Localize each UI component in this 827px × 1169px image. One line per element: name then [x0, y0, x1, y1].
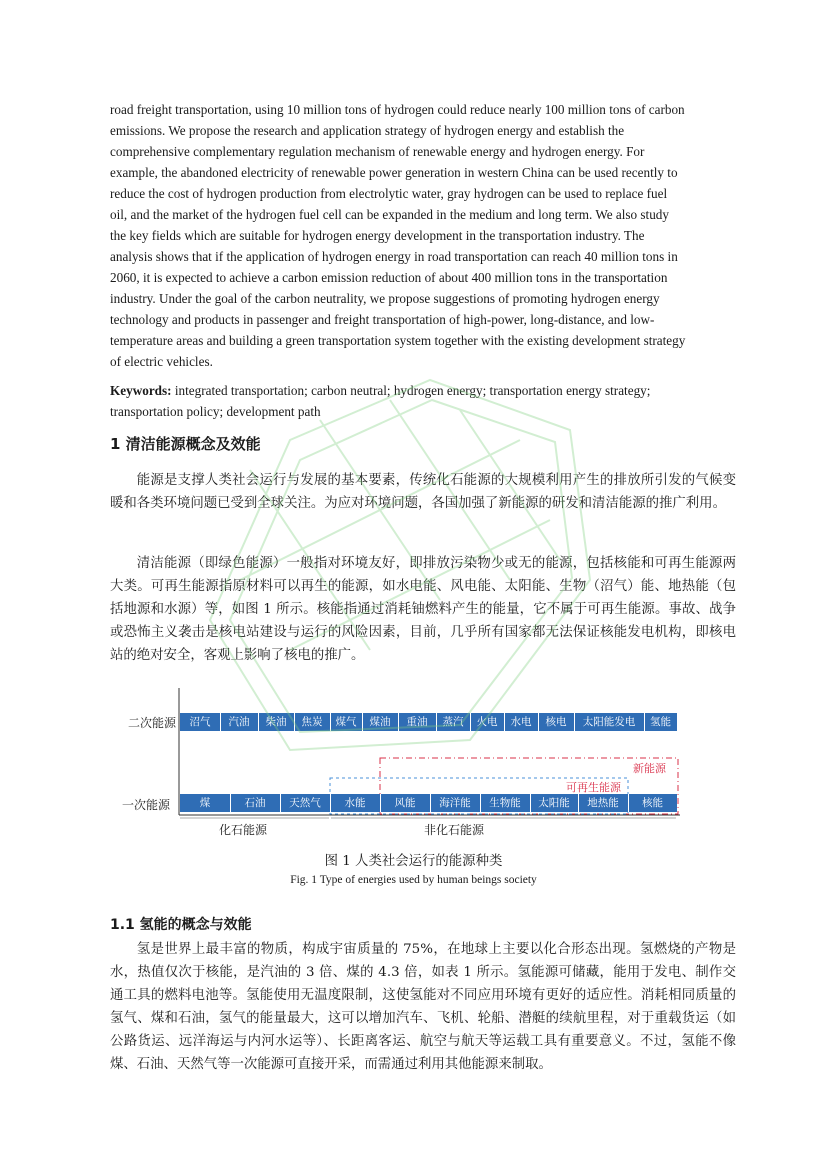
figure-caption-en: Fig. 1 Type of energies used by human beings society	[290, 874, 537, 886]
secondary-energy-item: 沼气	[189, 716, 211, 728]
paragraph: 能源是支撑人类社会运行与发展的基本要素，传统化石能源的大规模利用产生的排放所引发的气候变暖和各类环境问题已受到全球关注。为应对环境问题，各国加强了新能源的研发和清洁能源的推广利用。	[110, 473, 736, 511]
primary-energy-item: 水能	[344, 797, 366, 809]
abstract-line: analysis shows that if the application of hydrogen energy in road transportation can reach 40 million tons in	[110, 249, 678, 264]
primary-energy-label: 一次能源	[122, 798, 171, 812]
primary-energy-item: 海洋能	[439, 797, 471, 809]
nonfossil-energy-label: 非化石能源	[424, 823, 485, 837]
abstract-line: technology and products in passenger and freight transportation of high-power, long-distance, and low-	[110, 312, 655, 327]
secondary-energy-item: 氢能	[650, 716, 671, 728]
secondary-energy-item: 太阳能发电	[582, 716, 636, 728]
abstract-line: oil, and the market of the hydrogen fuel cell can be expanded in the medium and long term. We also study	[110, 207, 669, 222]
primary-energy-item: 生物能	[489, 797, 521, 809]
secondary-energy-item: 柴油	[265, 716, 287, 728]
paragraph: 清洁能源（即绿色能源）一般指对环境友好，即排放污染物少或无的能源，包括核能和可再生能源两大类。可再生能源指原材料可以再生的能源，如水电能、风电能、太阳能、生物（沼气）能、地热能（包括地源和水源）等，如图 1 所示。核能指通过消耗铀燃料产生的能量，它不属于可再生能源。事故、战争或恐怖主义袭击是核电站建设与运行的风险因素，目前，几乎所有国家都无法保证核能发电机构，即核电站的绝对安全，客观上影响了核电的推广。	[110, 556, 736, 663]
abstract-line: emissions. We propose the research and application strategy of hydrogen energy and establish the	[110, 123, 625, 138]
primary-energy-item: 石油	[244, 797, 266, 809]
secondary-energy-item: 煤油	[369, 716, 391, 728]
secondary-energy-item: 火电	[476, 716, 498, 728]
subsection-heading: 1.1 氢能的概念与效能	[110, 917, 252, 933]
secondary-energy-item: 汽油	[228, 716, 250, 728]
secondary-energy-item: 蒸汽	[442, 716, 464, 728]
secondary-energy-item: 煤气	[335, 716, 357, 728]
keywords-label: Keywords:	[110, 383, 172, 398]
primary-energy-item: 太阳能	[538, 797, 570, 809]
primary-energy-item: 核能	[642, 797, 663, 809]
secondary-energy-item: 核电	[545, 716, 567, 728]
secondary-energy-label: 二次能源	[128, 716, 177, 730]
abstract-line: 2060, it is expected to achieve a carbon emission reduction of about 400 million tons in the transportation	[110, 270, 668, 285]
primary-energy-item: 煤	[199, 797, 211, 809]
abstract-line: temperature areas and building a green transportation system together with the existing development strategy	[110, 333, 686, 348]
new-energy-label: 新能源	[633, 762, 666, 775]
primary-energy-item: 风能	[394, 797, 416, 809]
abstract-line: example, the abandoned electricity of renewable power generation in western China can be used recently to	[110, 165, 678, 180]
renewable-energy-label: 可再生能源	[566, 781, 621, 794]
secondary-energy-item: 焦炭	[301, 716, 323, 728]
secondary-energy-item: 水电	[510, 716, 532, 728]
secondary-energy-item: 重油	[406, 716, 428, 728]
keywords-line	[110, 380, 736, 401]
figure-caption-zh: 图 1 人类社会运行的能源种类	[324, 854, 503, 869]
abstract-line: the key fields which are suitable for hydrogen energy development in the transportation industry. The	[110, 228, 645, 243]
section-heading: 1 清洁能源概念及效能	[110, 435, 261, 453]
fossil-energy-label: 化石能源	[219, 823, 268, 837]
abstract-line: comprehensive complementary regulation mechanism of renewable energy and hydrogen energy. For	[110, 144, 645, 159]
abstract-line: industry. Under the goal of the carbon neutrality, we propose suggestions of promoting hydrogen energy	[110, 291, 660, 306]
primary-energy-item: 地热能	[587, 797, 619, 809]
abstract-line: road freight transportation, using 10 million tons of hydrogen could reduce nearly 100 million tons of carbon	[110, 102, 685, 117]
abstract-line: of electric vehicles.	[110, 354, 213, 369]
keywords-text: integrated transportation; carbon neutral; hydrogen energy; transportation energy strategy;	[171, 383, 651, 398]
abstract-line: reduce the cost of hydrogen production from electrolytic water, gray hydrogen can be used to replace fuel	[110, 186, 668, 201]
primary-energy-item: 天然气	[289, 797, 321, 809]
keywords-line-2: transportation policy; development path	[110, 404, 321, 419]
paragraph: 氢是世界上最丰富的物质，构成宇宙质量的 75%，在地球上主要以化合形态出现。氢燃烧的产物是水，热值仅次于核能，是汽油的 3 倍、煤的 4.3 倍，如表 1 所示。氢能源可储藏，能用于发电、制作交通工具的燃料电池等。氢能使用无温度限制，这使氢能对不同应用环境有更好的适应性。消耗相同质量的氢气、煤和石油，氢气的能量最大，这可以增加汽车、飞机、轮船、潜艇的续航里程，对于重载货运（如公路货运、远洋海运与内河水运等）、长距离客运、航空与航天等运载工具有重要意义。不过，氢能不像煤、石油、天然气等一次能源可直接开采，而需通过利用其他能源来制取。	[110, 942, 736, 1072]
